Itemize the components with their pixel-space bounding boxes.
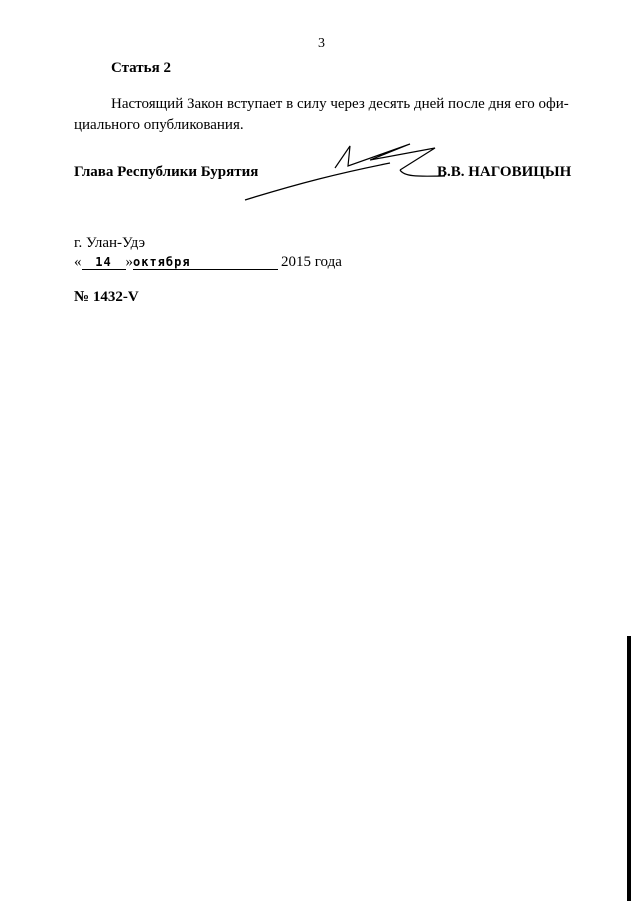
law-number: № 1432-V xyxy=(74,289,139,305)
article-body-line-1: Настоящий Закон вступает в силу через десять дней после дня его офи- xyxy=(111,96,569,112)
date-open-quote: « xyxy=(74,254,82,270)
article-body-line-2: циального опубликования. xyxy=(74,117,244,133)
signer-title: Глава Республики Бурятия xyxy=(74,164,259,180)
signer-name: В.В. НАГОВИЦЫН xyxy=(437,164,572,180)
handwritten-signature xyxy=(240,138,450,208)
scan-edge-mark xyxy=(627,636,631,901)
article-heading: Статья 2 xyxy=(111,60,171,76)
article-body xyxy=(74,94,570,136)
page-number: 3 xyxy=(318,36,325,51)
date-day: 14 xyxy=(82,255,126,270)
date-close-quote: » xyxy=(125,254,133,270)
place-of-signing: г. Улан-Удэ xyxy=(74,235,146,251)
date-month: октября xyxy=(133,255,278,270)
signing-date xyxy=(74,254,342,271)
date-year: 2015 года xyxy=(281,254,342,270)
